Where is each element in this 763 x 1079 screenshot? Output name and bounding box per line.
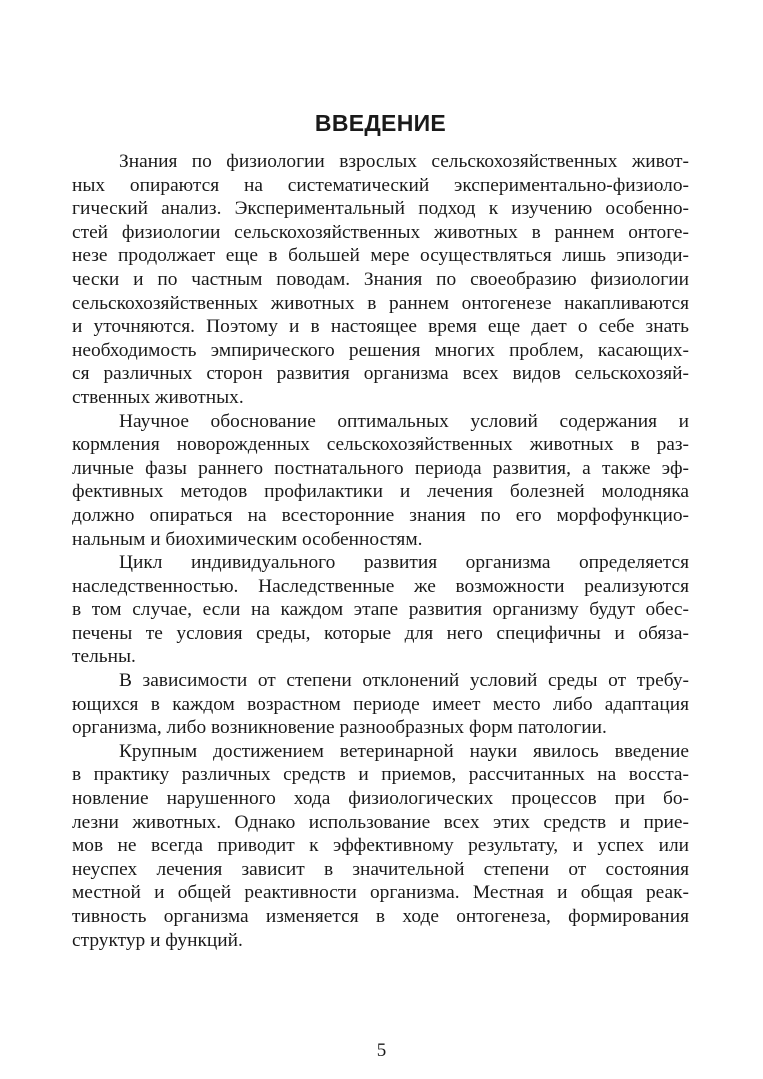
- page-content: [72, 108, 689, 952]
- text-line: Крупным достижением ветеринарной науки явилось введение: [119, 740, 689, 762]
- page-number: 5: [376, 1040, 387, 1061]
- text-line: мов не всегда приводит к эффективному результату, и успех или: [72, 835, 689, 857]
- text-line: необходимость эмпирического решения многих проблем, касающих-: [72, 339, 689, 361]
- text-line: Цикл индивидуального развития организма определяется: [119, 552, 689, 574]
- text-line: нальным и биохимическим особенностям.: [72, 528, 423, 550]
- text-line: ных опираются на систематический экспериментально-физиоло-: [72, 174, 689, 196]
- paragraph: [72, 740, 689, 952]
- text-line: ся различных сторон развития организма всех видов сельскохозяй-: [72, 363, 689, 385]
- text-line: структур и функций.: [72, 929, 243, 951]
- text-line: новление нарушенного хода физиологических процессов при бо-: [72, 788, 689, 810]
- text-line: личные фазы раннего постнатального периода развития, а также эф-: [72, 457, 689, 479]
- text-line: должно опираться на всесторонние знания по его морфофункцио-: [72, 504, 689, 526]
- paragraph: [72, 669, 689, 740]
- paragraph: [72, 551, 689, 669]
- body-text: [72, 150, 689, 952]
- paragraph: [72, 150, 689, 410]
- text-line: тельны.: [72, 646, 136, 668]
- text-line: тивность организма изменяется в ходе онтогенеза, формирования: [72, 906, 689, 927]
- text-line: в том случае, если на каждом этапе развития организму будут обес-: [72, 599, 689, 621]
- paragraph: [72, 410, 689, 552]
- page-title: ВВЕДЕНИЕ: [314, 110, 447, 136]
- text-line: незе продолжает еще в большей мере осуществляться лишь эпизоди-: [72, 245, 689, 267]
- text-line: сельскохозяйственных животных в раннем онтогенезе накапливаются: [72, 292, 689, 314]
- text-line: В зависимости от степени отклонений условий среды от требу-: [119, 670, 689, 692]
- text-line: неуспех лечения зависит в значительной степени от состояния: [72, 858, 689, 880]
- text-line: в практику различных средств и приемов, рассчитанных на восста-: [72, 764, 689, 786]
- text-line: лезни животных. Однако использование всех этих средств и прие-: [72, 811, 689, 833]
- text-line: фективных методов профилактики и лечения болезней молодняка: [72, 481, 689, 503]
- text-line: организма, либо возникновение разнообразных форм патологии.: [72, 717, 607, 739]
- text-line: чески и по частным поводам. Знания по своеобразию физиологии: [72, 268, 689, 290]
- text-line: гический анализ. Экспериментальный подход к изучению особенно-: [72, 198, 689, 220]
- text-line: местной и общей реактивности организма. Местная и общая реак-: [72, 882, 689, 904]
- text-line: и уточняются. Поэтому и в настоящее время еще дает о себе знать: [72, 316, 689, 338]
- text-line: печены те условия среды, которые для него специфичны и обяза-: [72, 622, 689, 644]
- text-line: стей физиологии сельскохозяйственных животных в раннем онтоге-: [72, 221, 689, 243]
- text-line: ственных животных.: [72, 386, 244, 408]
- text-line: наследственностью. Наследственные же возможности реализуются: [72, 575, 689, 597]
- text-line: Знания по физиологии взрослых сельскохозяйственных живот-: [119, 151, 689, 172]
- text-line: ющихся в каждом возрастном периоде имеет место либо адаптация: [72, 693, 689, 715]
- text-line: кормления новорожденных сельскохозяйственных животных в раз-: [72, 434, 689, 456]
- text-line: Научное обоснование оптимальных условий содержания и: [119, 410, 689, 432]
